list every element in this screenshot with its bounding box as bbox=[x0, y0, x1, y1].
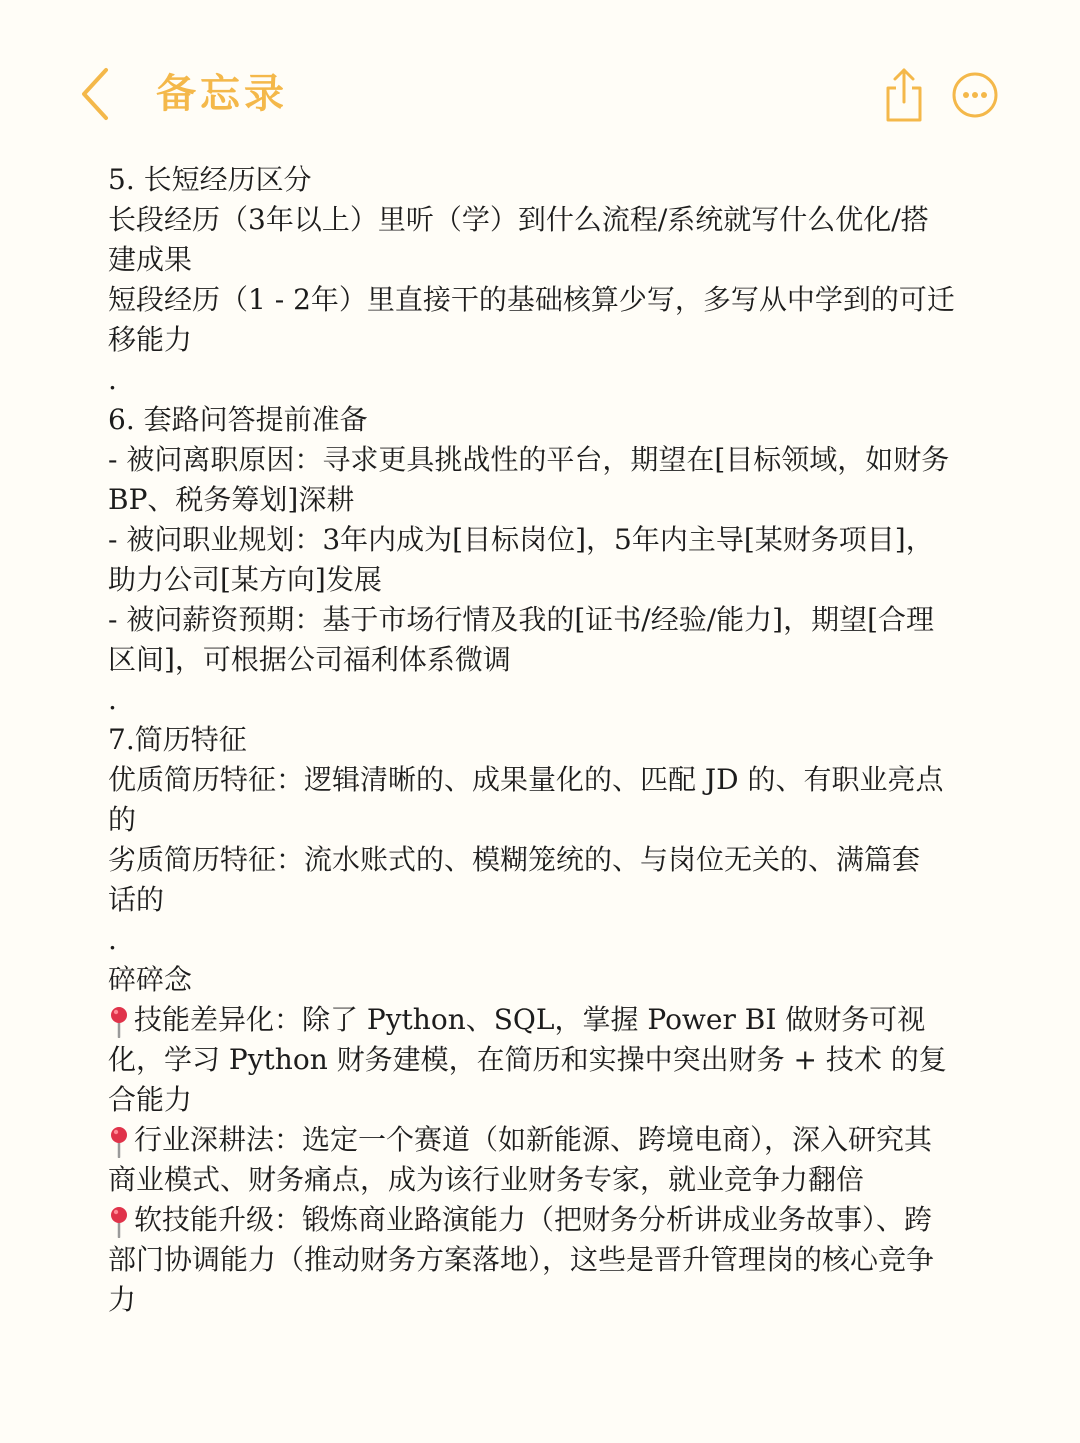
note-line-text: 技能差异化：除了 Python、SQL，掌握 Power BI 做财务可视 bbox=[134, 1003, 926, 1036]
note-line-text: 6. 套路问答提前准备 bbox=[108, 403, 368, 436]
note-line bbox=[108, 400, 988, 440]
more-button[interactable] bbox=[952, 72, 998, 118]
note-line-text: 长段经历（3年以上）里听（学）到什么流程/系统就写什么优化/搭 bbox=[108, 203, 929, 236]
note-line bbox=[108, 600, 988, 640]
note-line-text: 区间]，可根据公司福利体系微调 bbox=[108, 643, 511, 676]
note-line-text: 劣质简历特征：流水账式的、模糊笼统的、与岗位无关的、满篇套 bbox=[108, 843, 921, 876]
share-icon bbox=[880, 64, 928, 124]
notes-title[interactable]: 备忘录 bbox=[156, 71, 288, 117]
note-line-text: 软技能升级：锻炼商业路演能力（把财务分析讲成业务故事）、跨 bbox=[134, 1203, 933, 1236]
note-line-text: 部门协调能力（推动财务方案落地），这些是晋升管理岗的核心竞争 bbox=[108, 1243, 935, 1276]
note-line-text: 商业模式、财务痛点，成为该行业财务专家，就业竞争力翻倍 bbox=[108, 1163, 865, 1196]
note-line-text: . bbox=[108, 363, 117, 396]
note-line bbox=[108, 320, 988, 360]
round-pushpin-icon bbox=[108, 1006, 130, 1038]
note-line-text: 合能力 bbox=[108, 1083, 193, 1116]
note-line-text: 力 bbox=[108, 1283, 137, 1316]
note-line-text: . bbox=[108, 683, 117, 716]
note-body[interactable] bbox=[108, 160, 988, 1320]
chevron-left-icon bbox=[72, 64, 128, 124]
note-line-text: 优质简历特征：逻辑清晰的、成果量化的、匹配 JD 的、有职业亮点 bbox=[108, 763, 944, 796]
note-line-text: 碎碎念 bbox=[108, 963, 193, 996]
note-line bbox=[108, 440, 988, 480]
note-line-text: 话的 bbox=[108, 883, 165, 916]
note-line bbox=[108, 720, 988, 760]
note-line-text: 化，学习 Python 财务建模，在简历和实操中突出财务 + 技术 的复 bbox=[108, 1043, 947, 1076]
note-line bbox=[108, 1160, 988, 1200]
note-line bbox=[108, 520, 988, 560]
round-pushpin-icon bbox=[108, 1206, 130, 1238]
note-line bbox=[108, 1200, 988, 1240]
note-line-text: 建成果 bbox=[108, 243, 193, 276]
note-line-text: - 被问薪资预期：基于市场行情及我的[证书/经验/能力]，期望[合理 bbox=[108, 603, 935, 636]
note-line-text: 5. 长短经历区分 bbox=[108, 163, 312, 196]
note-line bbox=[108, 960, 988, 1000]
note-line bbox=[108, 160, 988, 200]
note-line-text: 7.简历特征 bbox=[108, 723, 247, 756]
note-line-text: 短段经历（1 - 2年）里直接干的基础核算少写，多写从中学到的可迁 bbox=[108, 283, 955, 316]
note-line-text: . bbox=[108, 923, 117, 956]
note-line-text: 的 bbox=[108, 803, 137, 836]
note-line-text: 移能力 bbox=[108, 323, 193, 356]
round-pushpin-icon bbox=[108, 1126, 130, 1158]
more-icon bbox=[952, 72, 998, 118]
note-line bbox=[108, 200, 988, 240]
note-line-text: - 被问职业规划：3年内成为[目标岗位]，5年内主导[某财务项目]， bbox=[108, 523, 934, 556]
note-line bbox=[108, 240, 988, 280]
note-line bbox=[108, 800, 988, 840]
note-line-text: 行业深耕法：选定一个赛道（如新能源、跨境电商），深入研究其 bbox=[134, 1123, 933, 1156]
note-line bbox=[108, 1040, 988, 1080]
note-line bbox=[108, 480, 988, 520]
note-line-text: - 被问离职原因：寻求更具挑战性的平台，期望在[目标领域，如财务 bbox=[108, 443, 950, 476]
share-button[interactable] bbox=[880, 64, 928, 124]
note-line bbox=[108, 1120, 988, 1160]
navigation-bar bbox=[0, 0, 1080, 150]
note-line bbox=[108, 1280, 988, 1320]
note-line-text: BP、税务筹划]深耕 bbox=[108, 483, 355, 516]
note-line bbox=[108, 560, 988, 600]
note-line-text: 助力公司[某方向]发展 bbox=[108, 563, 382, 596]
note-line bbox=[108, 880, 988, 920]
note-line bbox=[108, 640, 988, 680]
note-line bbox=[108, 360, 988, 400]
note-line bbox=[108, 680, 988, 720]
back-button[interactable] bbox=[72, 64, 128, 124]
note-line bbox=[108, 1000, 988, 1040]
note-line bbox=[108, 1240, 988, 1280]
note-line bbox=[108, 1080, 988, 1120]
note-line bbox=[108, 840, 988, 880]
note-line bbox=[108, 760, 988, 800]
note-line bbox=[108, 920, 988, 960]
note-line bbox=[108, 280, 988, 320]
